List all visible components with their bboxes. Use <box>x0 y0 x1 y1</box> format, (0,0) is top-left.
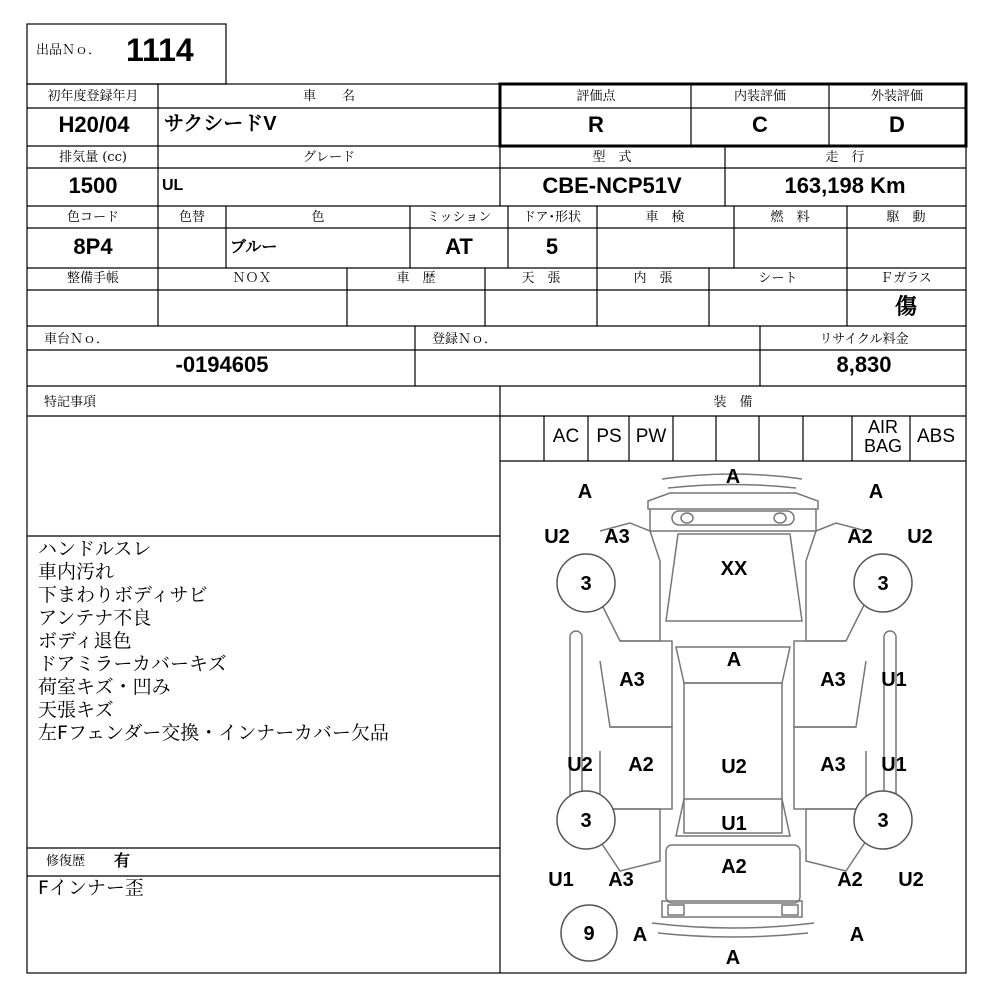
transmission-value: AT <box>445 234 473 259</box>
note-line: 天張キズ <box>38 699 114 721</box>
mark-right-fender-outer: U2 <box>907 526 933 548</box>
color-value: ブルー <box>230 239 278 256</box>
interior-value: C <box>752 112 768 137</box>
nox-label: ＮＯＸ <box>232 271 272 286</box>
fglass-label: Ｆガラス <box>880 271 932 286</box>
model-value: CBE-NCP51V <box>542 173 682 198</box>
mark-wheel-rear-right: 3 <box>877 810 889 832</box>
note-line: 下まわりボディサビ <box>38 584 208 606</box>
car-name-value: サクシードV <box>164 113 277 135</box>
mark-rear-bumper: A <box>725 947 741 969</box>
grade-value: UL <box>162 177 184 194</box>
history-label: 車 歴 <box>396 271 436 286</box>
first-reg-label: 初年度登録年月 <box>47 89 139 104</box>
note-line: ボディ退色 <box>38 630 132 652</box>
interior-label: 内装評価 <box>733 89 787 104</box>
mark-left-quarter: A3 <box>608 869 634 891</box>
equip-item: ABS <box>916 426 956 447</box>
mark-roof-front: A <box>726 649 742 671</box>
mark-roof-rear: U1 <box>721 813 747 835</box>
mark-left-quarter-outer: U1 <box>548 869 574 891</box>
maintenance-label: 整備手帳 <box>66 271 120 286</box>
equip-item-airbag: AIR BAG <box>863 417 902 456</box>
mileage-label: 走 行 <box>825 150 865 165</box>
note-line: 車内汚れ <box>38 561 115 583</box>
repair-detail: Fインナー歪 <box>38 877 144 899</box>
chassis-label: 車台Ｎｏ． <box>44 332 110 347</box>
note-line: ドアミラーカバーキズ <box>38 653 227 675</box>
notes-label: 特記事項 <box>44 395 97 410</box>
mark-right-fender: A2 <box>847 526 873 548</box>
mark-front-left-corner: A <box>577 481 593 503</box>
mark-right-front-door: A3 <box>820 669 846 691</box>
score-value: R <box>588 112 604 137</box>
transmission-label: ミッション <box>426 210 492 225</box>
car-name-label: 車 名 <box>302 89 356 104</box>
mark-left-rear-door: A2 <box>628 754 654 776</box>
recycle-label: リサイクル料金 <box>819 332 909 347</box>
mark-front-bumper: A <box>725 466 741 488</box>
displacement-value: 1500 <box>68 173 118 198</box>
mark-roof: U2 <box>721 756 747 778</box>
note-line: ハンドルスレ <box>38 538 152 560</box>
mark-back-door: A2 <box>721 856 747 878</box>
color-label: 色 <box>311 210 325 225</box>
fglass-value: 傷 <box>894 294 918 320</box>
mark-right-front-door-outer: U1 <box>881 669 907 691</box>
color-change-label: 色替 <box>178 210 206 225</box>
mark-right-rear-door: A3 <box>820 754 846 776</box>
repair-label: 修復歴 <box>46 854 86 869</box>
mark-left-fender-outer: U2 <box>544 526 570 548</box>
lot-label: 出品Ｎｏ． <box>36 43 102 58</box>
mark-left-fender: A3 <box>604 526 630 548</box>
mark-left-front-door: A3 <box>619 669 645 691</box>
note-line: アンテナ不良 <box>38 607 152 629</box>
score-label: 評価点 <box>576 89 616 104</box>
mark-wheel-front-right: 3 <box>877 573 889 595</box>
grade-label: グレード <box>302 150 356 165</box>
drive-label: 駆 動 <box>886 210 926 225</box>
car-damage-diagram <box>500 461 966 973</box>
note-line: 左Fフェンダー交換・インナーカバー欠品 <box>38 722 389 744</box>
mark-front-right-corner: A <box>868 481 884 503</box>
mark-rear-left-corner: A <box>632 924 648 946</box>
mark-right-rear-door-outer: U1 <box>881 754 907 776</box>
color-code-label: 色コード <box>66 210 120 225</box>
mark-spare-tire: 9 <box>583 923 595 945</box>
mark-left-rear-door-outer: U2 <box>567 754 593 776</box>
mark-windshield: XX <box>720 558 748 580</box>
reg-no-label: 登録Ｎｏ． <box>432 332 498 347</box>
equip-item: AC <box>552 426 580 447</box>
door-label: ドア･形状 <box>522 210 582 225</box>
mark-wheel-rear-left: 3 <box>580 810 592 832</box>
mark-right-quarter: A2 <box>837 869 863 891</box>
equip-item: PS <box>596 426 622 447</box>
inspection-label: 車 検 <box>645 210 685 225</box>
recycle-value: 8,830 <box>836 352 892 377</box>
chassis-value: -0194605 <box>175 352 269 377</box>
repair-value: 有 <box>114 851 131 870</box>
displacement-label: 排気量 (cc) <box>59 150 127 165</box>
mark-right-quarter-outer: U2 <box>898 869 924 891</box>
mark-wheel-front-left: 3 <box>580 573 592 595</box>
lot-number: 1114 <box>126 32 194 68</box>
first-reg-value: H20/04 <box>58 112 130 137</box>
fuel-label: 燃 料 <box>770 210 810 225</box>
model-label: 型 式 <box>592 150 632 165</box>
inner-label: 内 張 <box>633 271 673 286</box>
note-line: 荷室キズ・凹み <box>38 676 171 698</box>
mileage-value: 163,198 Km <box>784 173 906 198</box>
door-value: 5 <box>545 234 559 259</box>
roof-label: 天 張 <box>521 271 561 286</box>
equip-item: PW <box>635 426 667 447</box>
equipment-label: 装 備 <box>713 395 753 410</box>
mark-rear-right-corner: A <box>849 924 865 946</box>
exterior-label: 外装評価 <box>870 89 924 104</box>
exterior-value: D <box>889 112 905 137</box>
color-code-value: 8P4 <box>73 234 113 259</box>
seat-label: シート <box>758 271 798 286</box>
